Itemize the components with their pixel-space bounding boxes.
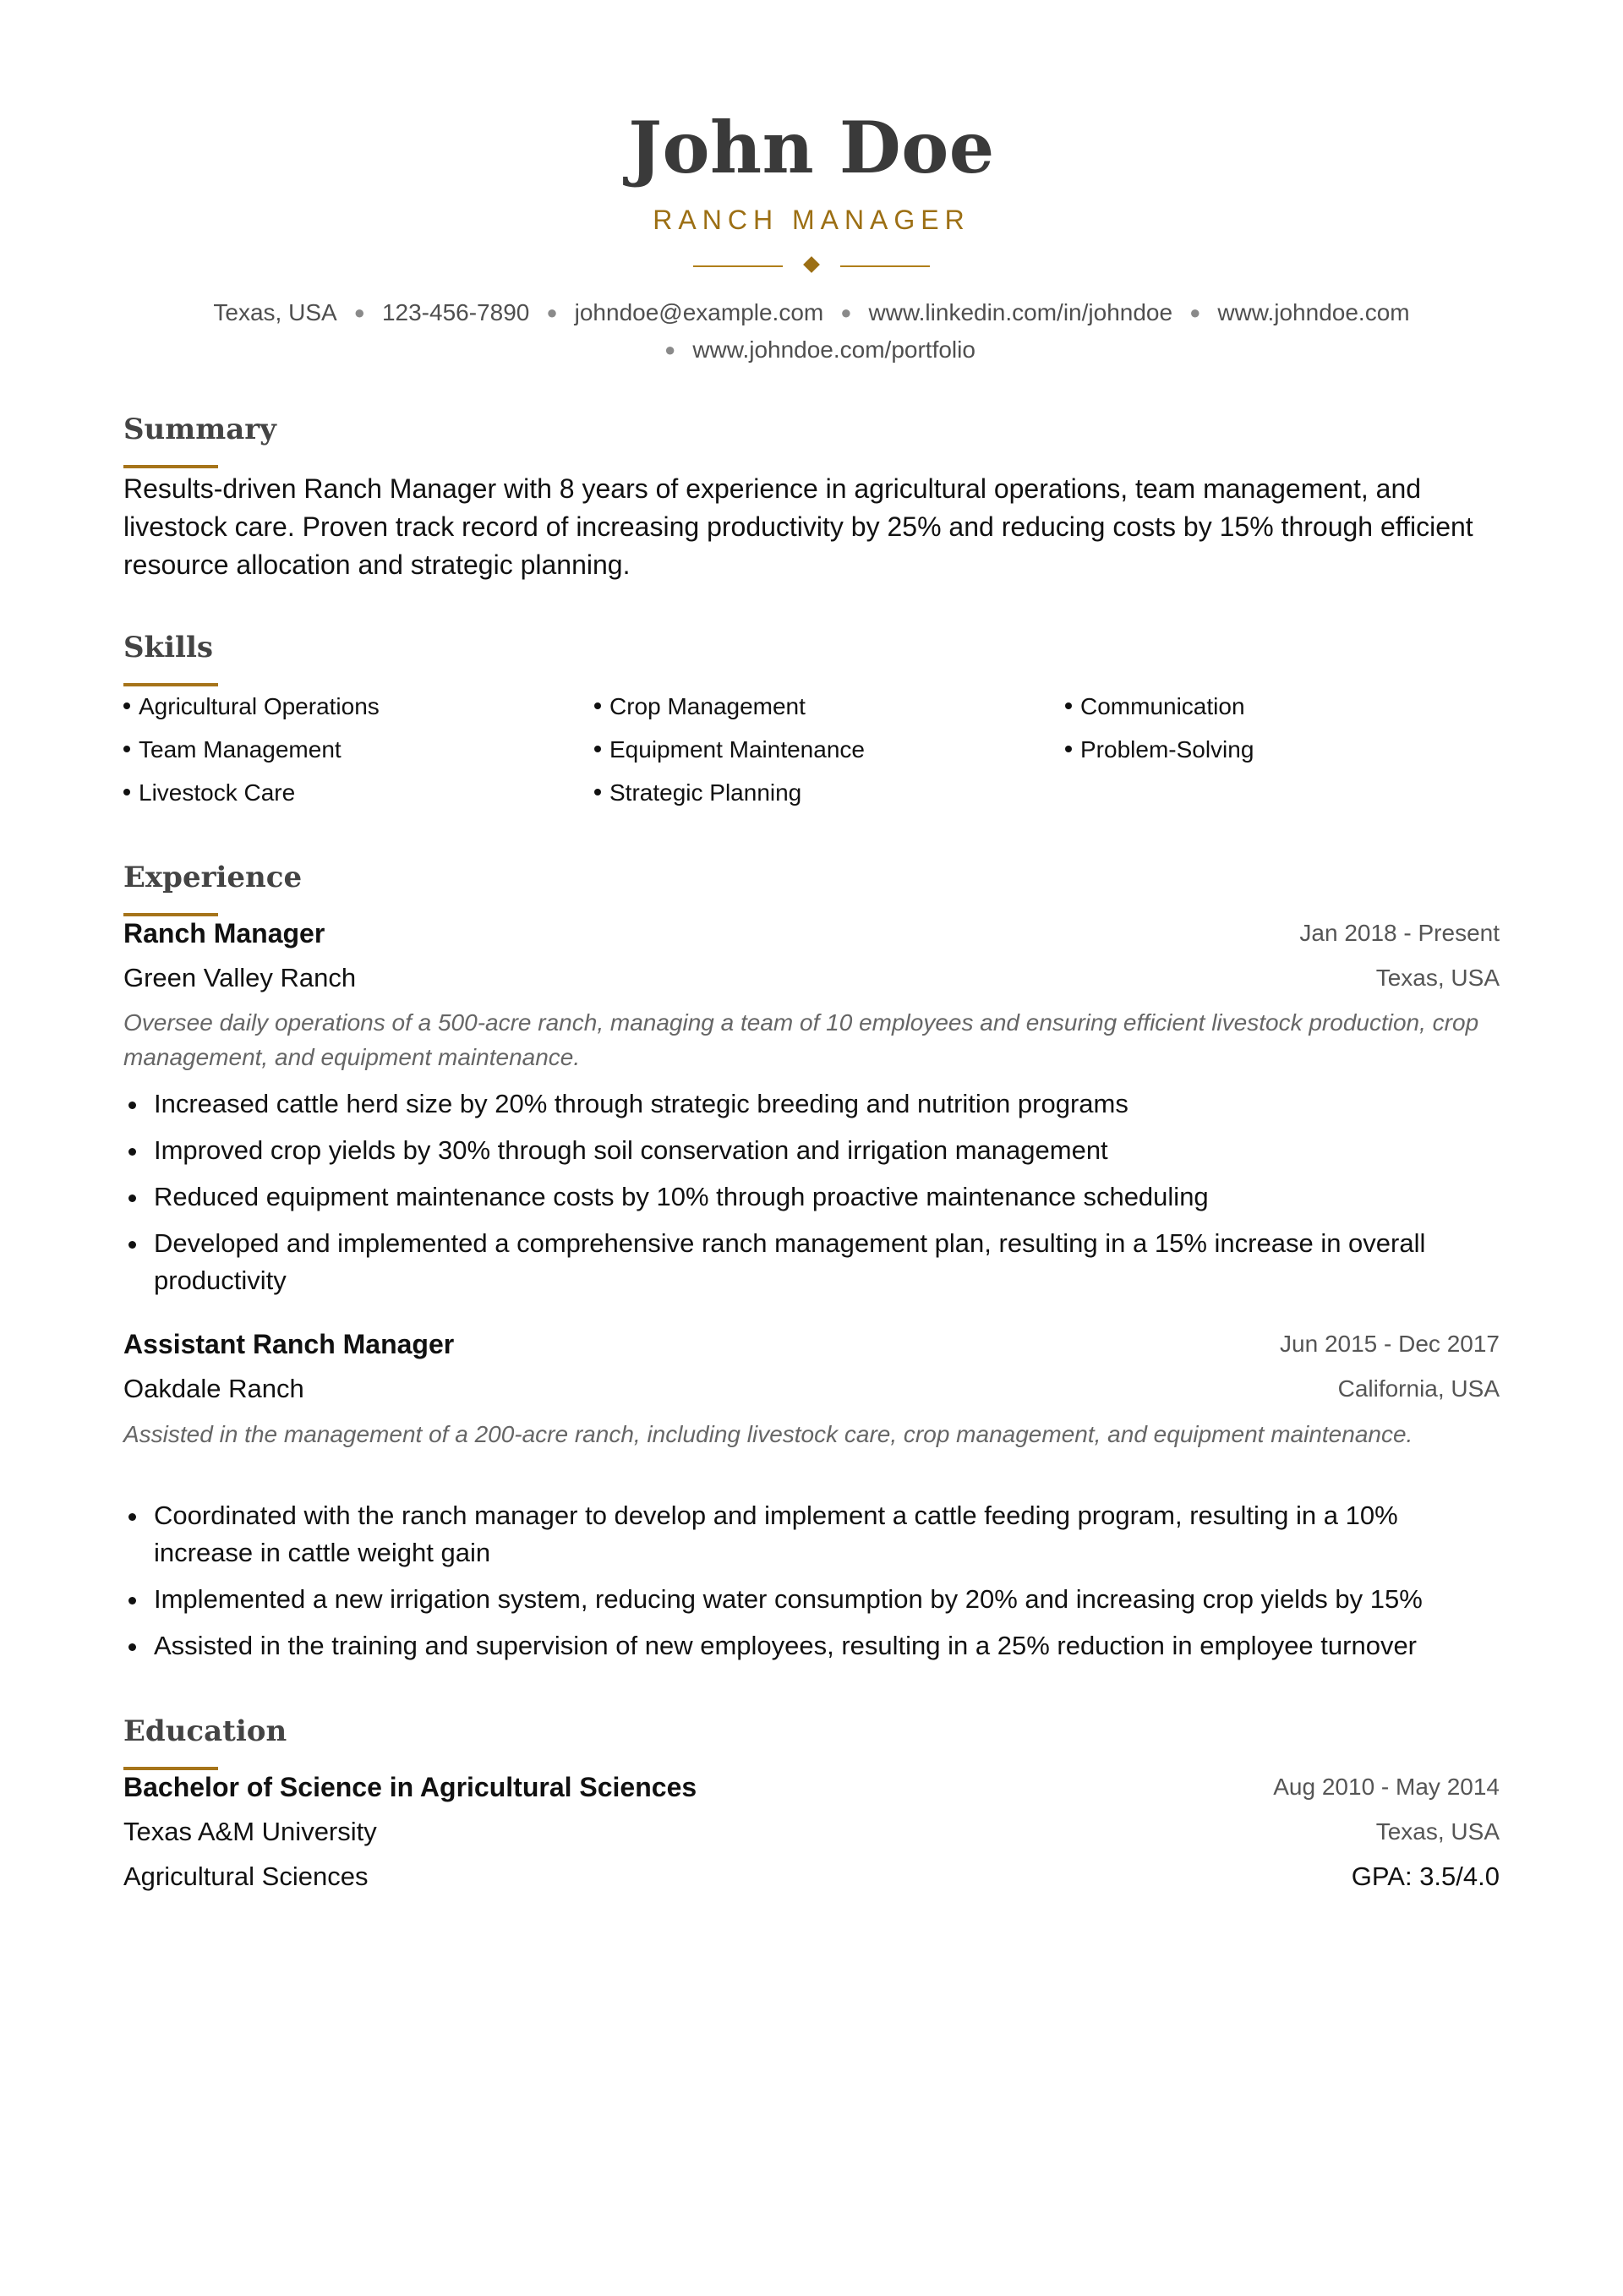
job-header <box>123 913 1500 954</box>
bullet-icon <box>1065 702 1072 709</box>
skill-item: Problem-Solving <box>1065 728 1522 771</box>
contact-website[interactable]: www.johndoe.com <box>1217 299 1410 325</box>
job-header <box>123 1324 1500 1364</box>
contact-phone: 123-456-7890 <box>381 299 530 325</box>
job-company-row <box>123 1369 1500 1409</box>
diamond-icon <box>803 256 820 273</box>
list-item: Implemented a new irrigation system, reducing water consumption by 20% and increasing crop yields by 15% <box>123 1581 1500 1618</box>
job-description: Assisted in the management of a 200-acre ranch, including livestock care, crop management, and equipment maintenance. <box>123 1421 1413 1447</box>
contact-portfolio[interactable]: www.johndoe.com/portfolio <box>692 336 975 363</box>
job-location: California, USA <box>1337 1375 1500 1402</box>
job-description: Oversee daily operations of a 500-acre ranch, managing a team of 10 employees and ensuring efficient livestock production, crop management, and equipment maintenance. <box>123 1009 1479 1070</box>
summary-underline <box>123 465 218 468</box>
field-of-study: Agricultural Sciences <box>123 1861 369 1891</box>
skill-item: Livestock Care <box>123 771 580 814</box>
skills-column-1 <box>123 685 580 814</box>
bullet-icon <box>128 1148 136 1156</box>
bullet-icon <box>123 702 130 709</box>
bullet-icon <box>123 746 130 752</box>
summary-heading: Summary <box>123 413 276 446</box>
divider-line-left <box>693 265 783 267</box>
school-location: Texas, USA <box>1375 1818 1500 1845</box>
job-title: Assistant Ranch Manager <box>123 1329 455 1359</box>
bullet-icon <box>594 746 601 752</box>
contact-location: Texas, USA <box>213 299 337 325</box>
job-dates: Jan 2018 - Present <box>1299 920 1500 946</box>
degree-title: Bachelor of Science in Agricultural Sciences <box>123 1772 697 1802</box>
experience-heading: Experience <box>123 861 303 894</box>
separator-dot-icon: ● <box>353 302 365 323</box>
education-field-row <box>123 1856 1500 1897</box>
skills-column-2 <box>594 685 1051 814</box>
separator-dot-icon: ● <box>546 302 558 323</box>
list-item: Assisted in the training and supervision of new employees, resulting in a 25% reduction in employee turnover <box>123 1627 1500 1665</box>
education-heading: Education <box>123 1714 287 1748</box>
separator-dot-icon: ● <box>840 302 852 323</box>
job-company: Oakdale Ranch <box>123 1374 304 1403</box>
job-location: Texas, USA <box>1375 965 1500 991</box>
bullet-icon <box>128 1643 136 1651</box>
separator-dot-icon: ● <box>1189 302 1201 323</box>
gpa-value: GPA: 3.5/4.0 <box>1351 1861 1500 1891</box>
contact-email[interactable]: johndoe@example.com <box>574 299 824 325</box>
bullet-icon <box>594 789 601 795</box>
header-divider <box>123 254 1500 279</box>
list-item: Developed and implemented a comprehensive ranch management plan, resulting in a 15% increase in overall productivity <box>123 1225 1500 1299</box>
job-title: Ranch Manager <box>123 918 325 948</box>
bullet-icon <box>123 789 130 795</box>
job-company: Green Valley Ranch <box>123 963 357 992</box>
job-achievements <box>123 1085 1500 1309</box>
skills-heading: Skills <box>123 631 214 664</box>
skill-item: Communication <box>1065 685 1522 728</box>
bullet-icon <box>1065 746 1072 752</box>
contact-info <box>123 294 1500 369</box>
skill-item: Agricultural Operations <box>123 685 580 728</box>
skill-item: Equipment Maintenance <box>594 728 1051 771</box>
summary-text: Results-driven Ranch Manager with 8 years of experience in agricultural operations, team management, and livestock care. Proven track record of increasing productivity by 25% and reducing costs by 15% through efficient resource allocation and strategic planning. <box>123 473 1473 580</box>
list-item: Reduced equipment maintenance costs by 10% through proactive maintenance scheduling <box>123 1178 1500 1216</box>
bullet-icon <box>128 1194 136 1202</box>
bullet-icon <box>128 1102 136 1109</box>
candidate-name: John Doe <box>628 106 995 189</box>
divider-line-right <box>840 265 930 267</box>
skills-column-3 <box>1065 685 1522 771</box>
bullet-icon <box>128 1597 136 1604</box>
school-name: Texas A&M University <box>123 1817 377 1846</box>
bullet-icon <box>128 1241 136 1249</box>
list-item: Improved crop yields by 30% through soil conservation and irrigation management <box>123 1132 1500 1169</box>
job-dates: Jun 2015 - Dec 2017 <box>1280 1331 1500 1357</box>
skill-item: Team Management <box>123 728 580 771</box>
list-item: Coordinated with the ranch manager to develop and implement a cattle feeding program, resulting in a 10% increase in cattle weight gain <box>123 1497 1500 1572</box>
education-header <box>123 1767 1500 1807</box>
separator-dot-icon: ● <box>664 339 676 360</box>
bullet-icon <box>128 1513 136 1521</box>
skill-item: Crop Management <box>594 685 1051 728</box>
list-item: Increased cattle herd size by 20% through strategic breeding and nutrition programs <box>123 1085 1500 1123</box>
job-company-row <box>123 958 1500 998</box>
bullet-icon <box>594 702 601 709</box>
education-school-row <box>123 1812 1500 1852</box>
job-achievements <box>123 1497 1500 1674</box>
job-role: RANCH MANAGER <box>653 205 970 235</box>
skill-item: Strategic Planning <box>594 771 1051 814</box>
contact-linkedin[interactable]: www.linkedin.com/in/johndoe <box>868 299 1173 325</box>
education-dates: Aug 2010 - May 2014 <box>1273 1774 1500 1800</box>
